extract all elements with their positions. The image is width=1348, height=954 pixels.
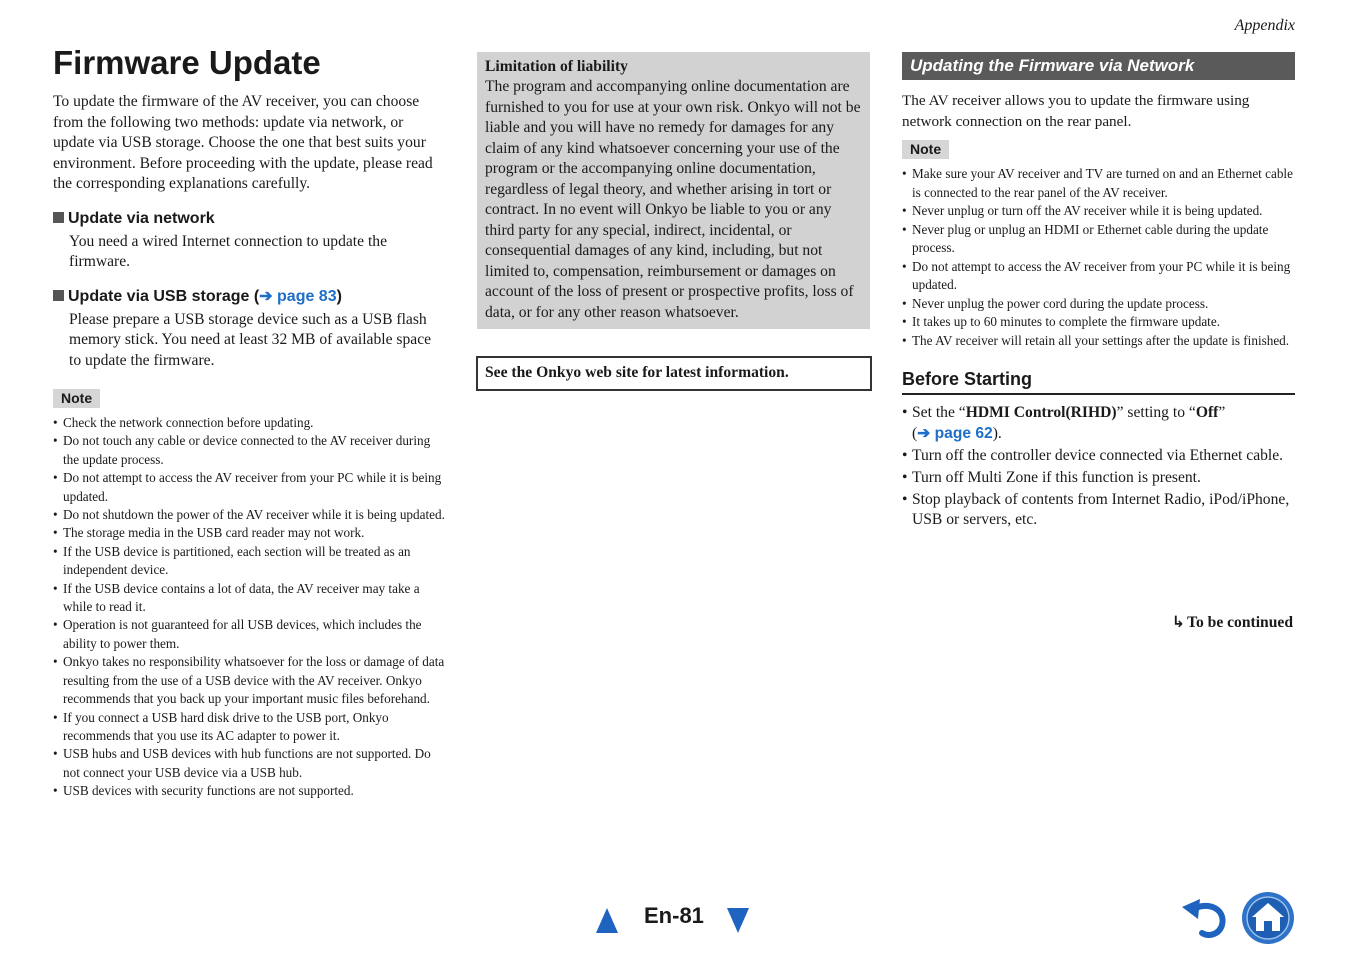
home-icon [1241, 891, 1295, 945]
update-usb-heading-suffix: ) [336, 287, 342, 305]
info-box: See the Onkyo web site for latest information. [476, 356, 872, 391]
note-label: Note [53, 389, 100, 408]
page-83-link[interactable] [259, 288, 336, 305]
to-be-continued-text: To be continued [1186, 614, 1293, 631]
page-62-link[interactable] [917, 425, 993, 442]
liability-title: Limitation of liability [485, 58, 628, 75]
liability-box [477, 52, 870, 329]
list-item: • Never plug or unplug an HDMI or Ethernet cable during the update process. [902, 221, 1295, 258]
update-network-heading-text: Update via network [68, 209, 215, 227]
list-item: • It takes up to 60 minutes to complete the firmware update. [902, 313, 1295, 332]
before-starting-list [902, 403, 1295, 531]
liability-body: The program and accompanying online documentation are furnished to you for use at your own risk. Onkyo will not be liable and you will have no remedy for damages for any claim of any kind whatsoever concerning your use of the program or the accompanying online documentation, regardless of legal theory, and whether arising in tort or contract. In no event will Onkyo be liable to you or any third party for any special, indirect, incidental, or consequential damages of any kind, including, but not limited to, compensation, reimbursement or damages on account of the loss of present or prospective profits, loss of data, or for any other reason whatsoever. [485, 78, 861, 321]
list-item: • USB devices with security functions are not supported. [53, 782, 445, 800]
list-item: • Do not shutdown the power of the AV receiver while it is being updated. [53, 506, 445, 524]
list-item: • Do not attempt to access the AV receiver from your PC while it is being updated. [902, 258, 1295, 295]
update-network-heading [53, 209, 445, 229]
list-item: • The storage media in the USB card reader may not work. [53, 524, 445, 542]
intro-paragraph: To update the firmware of the AV receiver, you can choose from the following two methods: update via network, or update via USB storage. Choose the one that best suits your environment. Before proceeding with the update, please read the corresponding explanations carefully. [53, 93, 433, 192]
usb-notes-list [53, 414, 445, 801]
arrow-right-icon: ➔ [917, 424, 931, 442]
back-button[interactable] [1180, 895, 1230, 941]
list-item: • Turn off Multi Zone if this function is present. [902, 468, 1295, 489]
square-bullet-icon [53, 290, 64, 301]
list-item: • If you connect a USB hard disk drive to the USB port, Onkyo recommends that you use its AC adapter to power it. [53, 709, 445, 746]
update-network-body: You need a wired Internet connection to update the firmware. [69, 232, 387, 270]
text-run: ( [912, 424, 918, 442]
network-intro: The AV receiver allows you to update the firmware using network connection on the rear panel. [902, 92, 1250, 130]
list-item: • Turn off the controller device connected via Ethernet cable. [902, 446, 1295, 467]
arrow-right-icon: ➔ [259, 287, 273, 305]
section-label: Appendix [1234, 17, 1295, 34]
home-button[interactable] [1241, 891, 1295, 945]
list-item: • Never unplug the power cord during the update process. [902, 295, 1295, 314]
list-item: • USB hubs and USB devices with hub functions are not supported. Do not connect your USB device via a USB hub. [53, 745, 445, 782]
update-usb-body: Please prepare a USB storage device such as a USB flash memory stick. You need at least 32 MB of available space to update the firmware. [69, 310, 432, 369]
back-arrow-icon [1180, 895, 1230, 941]
list-item: • Stop playback of contents from Internet Radio, iPod/iPhone, USB or servers, etc. [902, 490, 1295, 531]
update-usb-heading-text: Update via USB storage ( [68, 287, 260, 305]
list-item: • Do not attempt to access the AV receiver from your PC while it is being updated. [53, 469, 445, 506]
list-item: • Do not touch any cable or device connected to the AV receiver during the update process. [53, 432, 445, 469]
page-62-link-text: page 62 [934, 424, 993, 442]
note-label: Note [902, 140, 949, 159]
network-notes-list [902, 165, 1295, 350]
list-item [902, 403, 1295, 444]
list-item: • Operation is not guaranteed for all USB devices, which includes the ability to power them. [53, 616, 445, 653]
text-run: ” [1218, 404, 1226, 421]
text-run: ). [992, 424, 1002, 442]
text-run: ” setting to “ [1116, 404, 1196, 421]
list-item: • If the USB device contains a lot of data, the AV receiver may take a while to read it. [53, 580, 445, 617]
list-item: • The AV receiver will retain all your settings after the update is finished. [902, 332, 1295, 351]
continue-arrow-icon: ↳ [1171, 613, 1185, 631]
before-starting-heading: Before Starting [902, 368, 1295, 395]
page-83-link-text: page 83 [277, 287, 337, 305]
list-item: • Make sure your AV receiver and TV are turned on and an Ethernet cable is connected to the rear panel of the AV receiver. [902, 165, 1295, 202]
page-title: Firmware Update [53, 44, 321, 81]
main-column [53, 44, 445, 801]
square-bullet-icon [53, 212, 64, 223]
page-number: En-81 [644, 903, 704, 928]
setting-value: Off [1195, 404, 1219, 421]
update-usb-heading [53, 287, 445, 307]
network-column [902, 52, 1295, 532]
list-item: • If the USB device is partitioned, each section will be treated as an independent device. [53, 543, 445, 580]
network-section-heading: Updating the Firmware via Network [902, 52, 1295, 80]
next-page-button[interactable] [727, 908, 749, 933]
to-be-continued [1172, 613, 1293, 632]
list-item: • Check the network connection before updating. [53, 414, 445, 432]
text-run: Set the “ [912, 404, 966, 421]
setting-name: HDMI Control(RIHD) [965, 404, 1117, 421]
previous-page-button[interactable] [596, 908, 618, 933]
list-item: • Never unplug or turn off the AV receiver while it is being updated. [902, 202, 1295, 221]
list-item: • Onkyo takes no responsibility whatsoever for the loss or damage of data resulting from the use of a USB device with the AV receiver. Onkyo recommends that you back up your important music files beforehand. [53, 653, 445, 708]
